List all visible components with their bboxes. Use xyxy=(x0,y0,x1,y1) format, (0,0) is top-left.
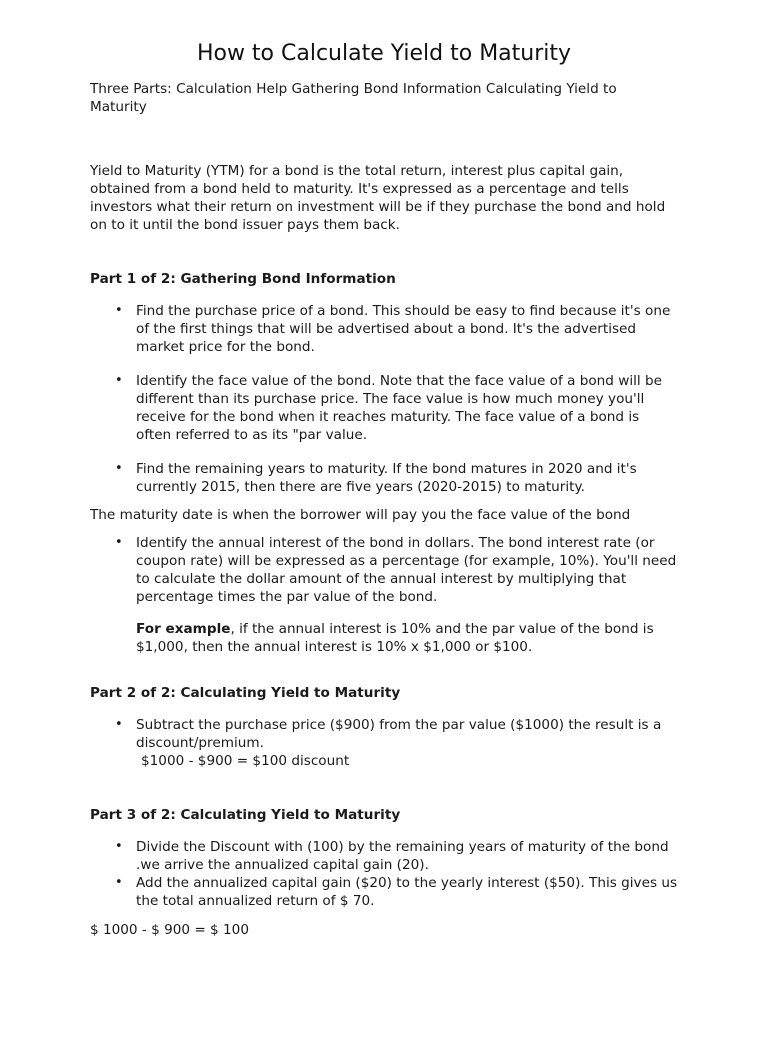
list-item-text: Divide the Discount with (100) by the remaining years of maturity of the bond .we arrive the annualized capital gain (20). xyxy=(136,839,669,873)
list-item-text: Identify the annual interest of the bond in dollars. The bond interest rate (or coupon rate) will be expressed as a percentage (for example, 10%). You'll need to calculate the dollar amount of the annual interest by multiplying that percentage times the par value of the bond. xyxy=(136,535,677,605)
list-item xyxy=(115,372,678,444)
example-text: , if the annual interest is 10% and the par value of the bond is $1,000, then the annual interest is 10% x $1,000 or $100. xyxy=(136,621,654,655)
bullet-icon: • xyxy=(115,839,123,854)
part2-heading: Part 2 of 2: Calculating Yield to Maturity xyxy=(90,685,401,701)
list-item-text: Add the annualized capital gain ($20) to the yearly interest ($50). This gives us the total annualized return of $ 70. xyxy=(136,875,678,909)
discount-calculation: $1000 - $900 = $100 discount xyxy=(141,753,350,769)
final-calculation: $ 1000 - $ 900 = $ 100 xyxy=(90,922,249,938)
list-item xyxy=(115,302,678,356)
list-item xyxy=(115,534,678,656)
part1-heading: Part 1 of 2: Gathering Bond Information xyxy=(90,271,396,287)
list-item xyxy=(115,716,678,770)
list-item xyxy=(115,874,678,910)
bullet-icon: • xyxy=(115,303,123,318)
interest-bullet-list xyxy=(90,534,678,656)
example-label: For example xyxy=(136,621,231,637)
example-paragraph xyxy=(136,620,678,656)
part3-heading: Part 3 of 2: Calculating Yield to Maturity xyxy=(90,807,401,823)
list-item-text: Find the purchase price of a bond. This should be easy to find because it's one of the first things that will be advertised about a bond. It's the advertised market price for the bond. xyxy=(136,303,671,355)
intro-paragraph: Yield to Maturity (YTM) for a bond is the total return, interest plus capital gain, obtained from a bond held to maturity. It's expressed as a percentage and tells investors what their return on investment will be if they purchase the bond and hold on to it until the bond issuer pays them back. xyxy=(90,163,666,233)
part1-bullet-list xyxy=(90,302,678,496)
subtitle: Three Parts: Calculation Help Gathering Bond Information Calculating Yield to Maturity xyxy=(90,81,617,115)
bullet-icon: • xyxy=(115,717,123,732)
list-item xyxy=(115,838,678,874)
part2-bullet-list xyxy=(90,716,678,770)
list-item-text: Find the remaining years to maturity. If the bond matures in 2020 and it's currently 2015, then there are five years (2020-2015) to maturity. xyxy=(136,461,637,495)
maturity-note: The maturity date is when the borrower will pay you the face value of the bond xyxy=(90,507,631,523)
bullet-icon: • xyxy=(115,535,123,550)
list-item-text: Subtract the purchase price ($900) from the par value ($1000) the result is a discount/premium. xyxy=(136,717,662,751)
list-item xyxy=(115,460,678,496)
bullet-icon: • xyxy=(115,875,123,890)
document-page xyxy=(0,40,768,1064)
bullet-icon: • xyxy=(115,373,123,388)
page-title: How to Calculate Yield to Maturity xyxy=(196,41,572,66)
part3-bullet-list xyxy=(90,838,678,910)
list-item-text: Identify the face value of the bond. Note that the face value of a bond will be different than its purchase price. The face value is how much money you'll receive for the bond when it reaches maturity. The face value of a bond is often referred to as its "par value. xyxy=(136,373,663,443)
bullet-icon: • xyxy=(115,461,123,476)
